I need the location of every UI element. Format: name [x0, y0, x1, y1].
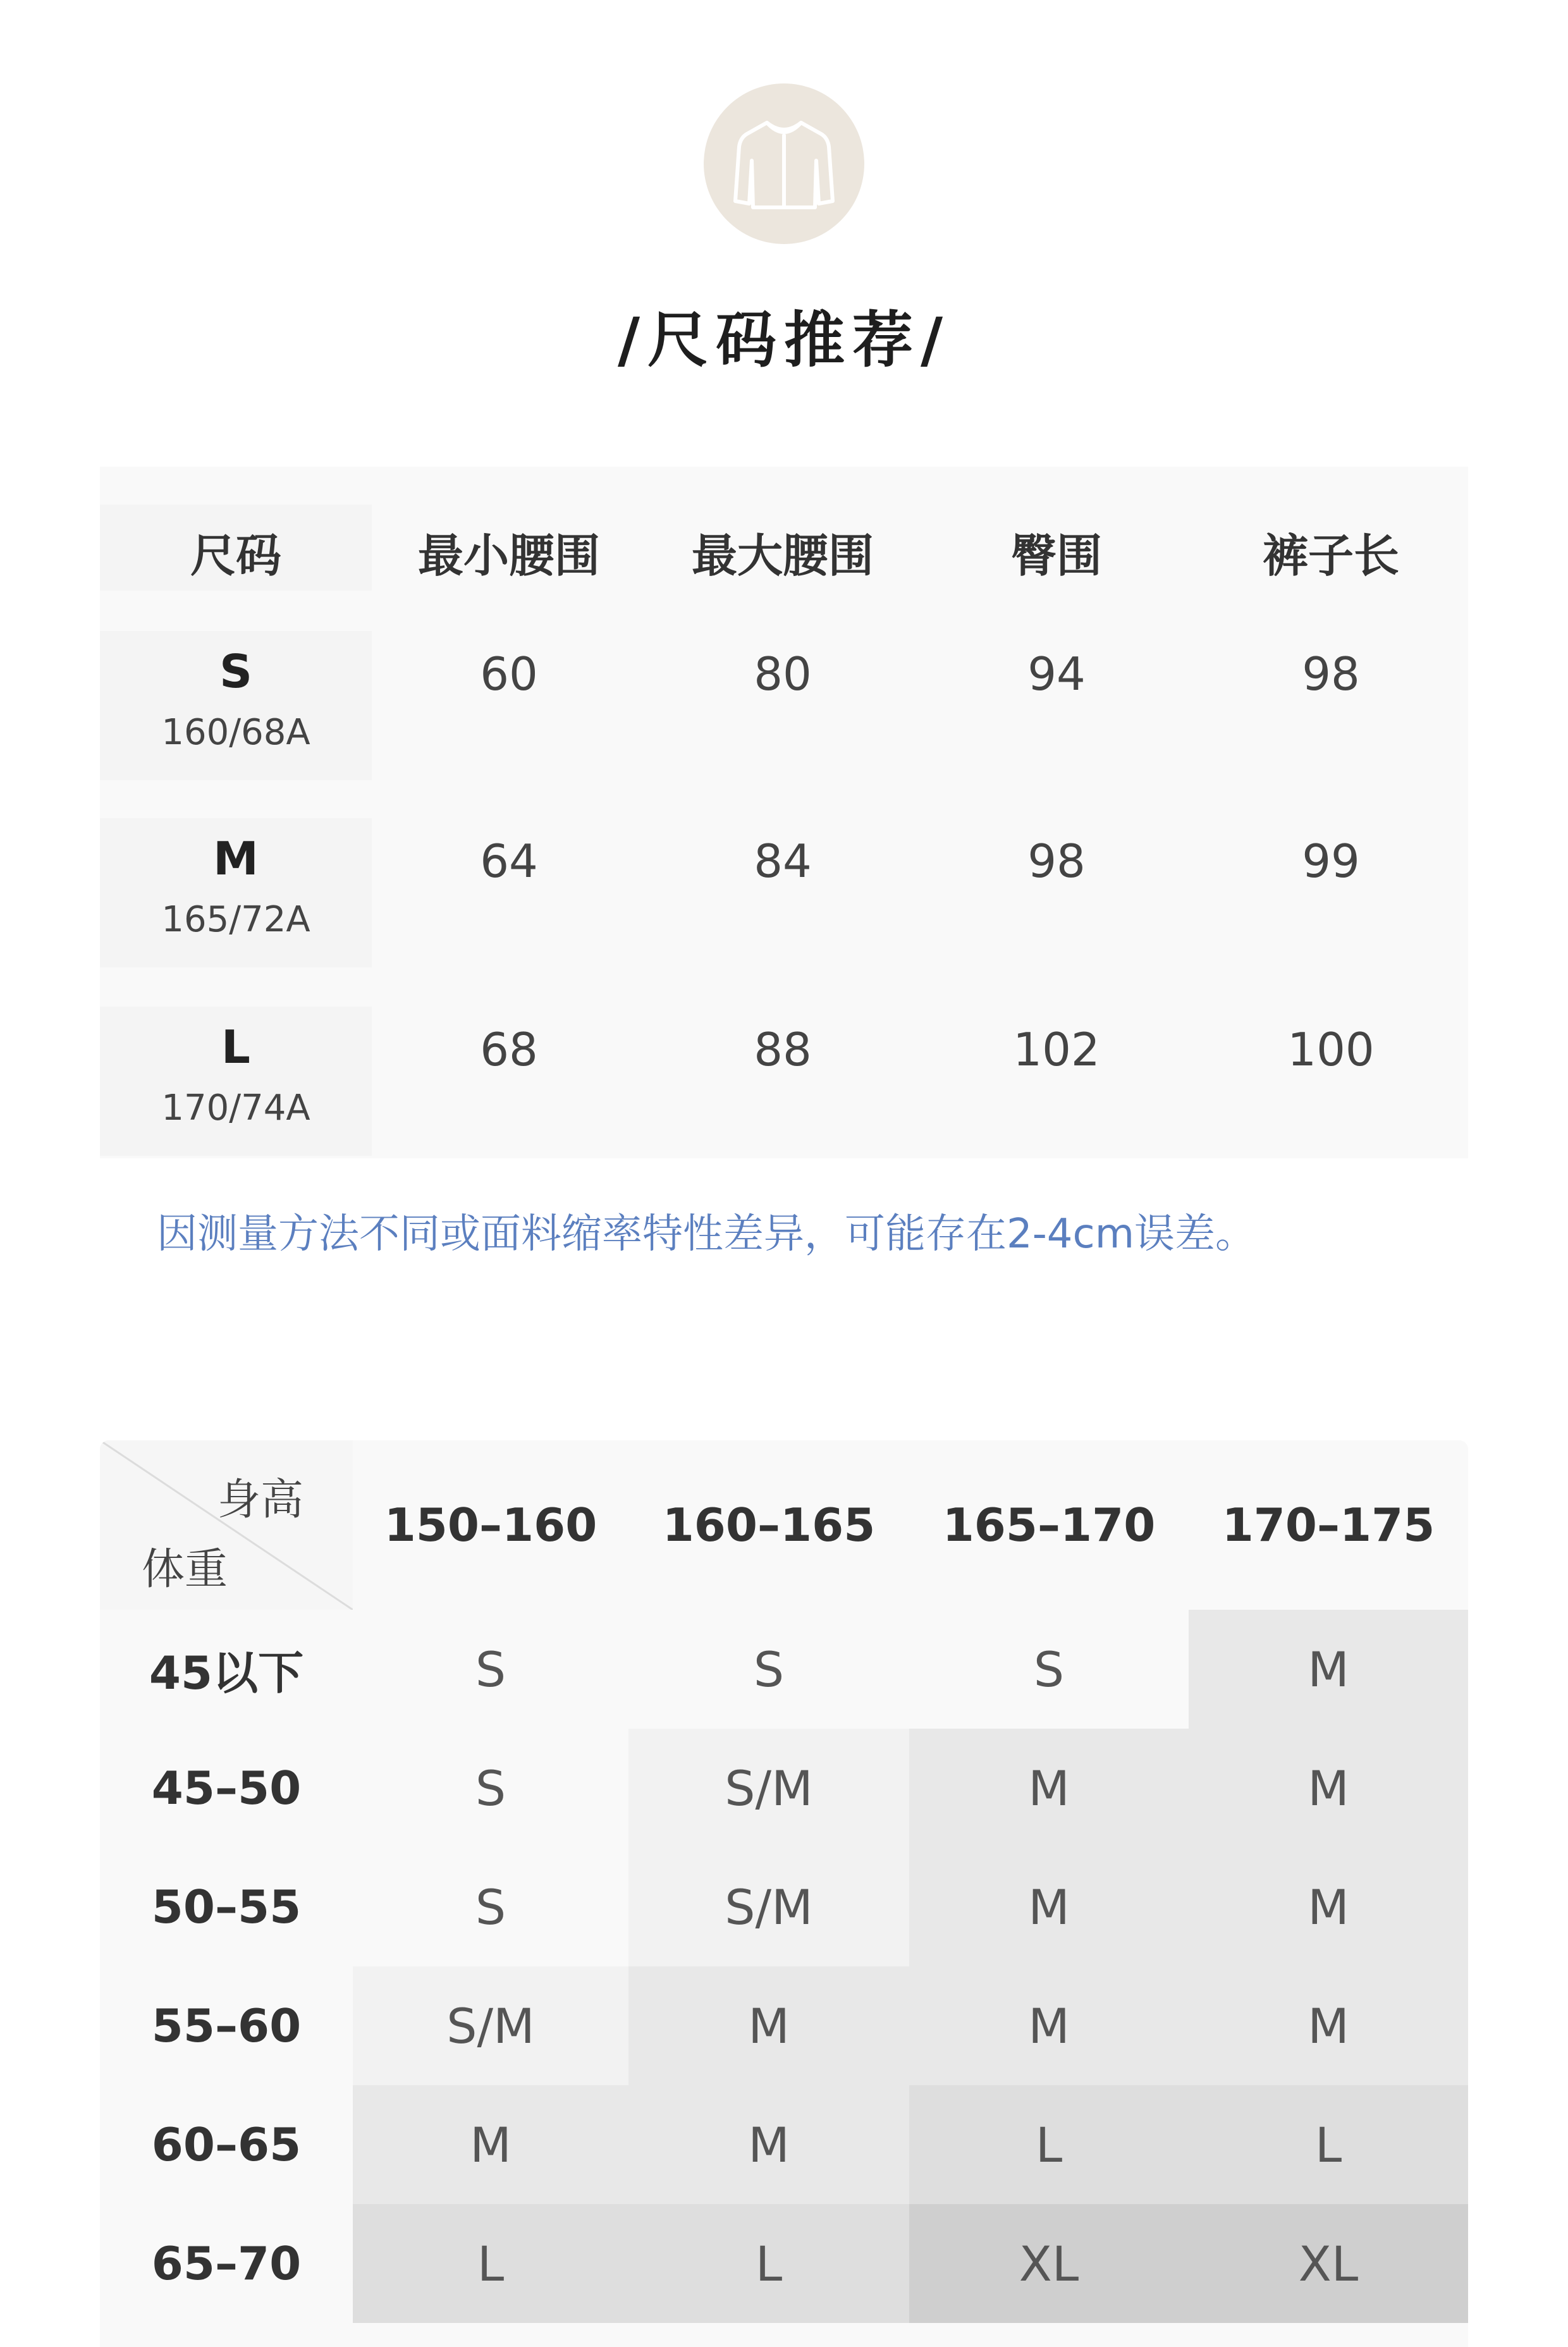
recommended-size-cell: S — [909, 1610, 1189, 1729]
recommended-size-cell: M — [1189, 1848, 1468, 1966]
size-table-cell: 88 — [754, 1023, 812, 1076]
recommended-size-cell: L — [628, 2204, 909, 2323]
recommended-size-cell: XL — [1189, 2204, 1468, 2323]
size-table-header: 尺码 — [190, 529, 281, 582]
recommended-size-cell: M — [628, 2085, 909, 2204]
recommended-size-cell: M — [909, 1848, 1189, 1966]
size-table-cell: 102 — [1013, 1023, 1100, 1076]
recommended-size-cell: XL — [909, 2204, 1189, 2323]
weight-range-label: 45以下 — [100, 1610, 353, 1729]
size-table-header: 最大腰围 — [691, 529, 874, 582]
recommended-size-cell: M — [628, 1966, 909, 2085]
size-table-header: 裤子长 — [1262, 529, 1399, 582]
table-corner-header — [100, 1440, 353, 1610]
recommended-size-cell: M — [1189, 1729, 1468, 1848]
size-spec: 170/74A — [161, 1088, 310, 1129]
recommended-size-cell: S/M — [353, 1966, 628, 2085]
measurement-note: 因测量方法不同或面料缩率特性差异，可能存在2-4cm误差。 — [157, 1211, 1256, 1258]
recommended-size-cell: M — [909, 1729, 1189, 1848]
height-range-header: 170–175 — [1222, 1498, 1435, 1552]
size-table-cell: 60 — [480, 647, 538, 701]
section-title: /尺码推荐/ — [617, 305, 951, 376]
size-name: M — [213, 832, 259, 885]
recommended-size-cell: M — [1189, 1966, 1468, 2085]
size-table-cell: 100 — [1287, 1023, 1375, 1076]
size-table-header: 臀围 — [1010, 529, 1102, 582]
recommended-size-cell: S — [353, 1610, 628, 1729]
recommended-size-cell: L — [909, 2085, 1189, 2204]
recommended-size-cell: M — [1189, 1610, 1468, 1729]
recommended-size-cell: S — [628, 1610, 909, 1729]
size-table-header: 最小腰围 — [417, 529, 600, 582]
size-table-cell: 80 — [754, 647, 812, 701]
size-table-cell: 98 — [1027, 835, 1086, 888]
recommended-size-cell: L — [1189, 2085, 1468, 2204]
recommended-size-cell: M — [909, 1966, 1189, 2085]
size-name: S — [219, 645, 252, 698]
recommended-size-cell: M — [353, 2085, 628, 2204]
weight-range-label: 65–70 — [100, 2204, 353, 2323]
height-range-header: 160–165 — [662, 1498, 876, 1552]
recommended-size-cell: S — [353, 1848, 628, 1966]
size-table-cell: 68 — [480, 1023, 538, 1076]
size-spec: 165/72A — [161, 899, 310, 940]
size-table-cell: 98 — [1302, 647, 1360, 701]
size-table-cell: 94 — [1027, 647, 1086, 701]
size-name: L — [221, 1020, 250, 1074]
size-table-cell: 64 — [480, 835, 538, 888]
size-table-cell: 84 — [754, 835, 812, 888]
height-axis-label: 身高 — [217, 1475, 303, 1525]
recommended-size-cell: S — [353, 1729, 628, 1848]
size-table — [100, 467, 1468, 1158]
size-table-cell: 99 — [1302, 835, 1360, 888]
weight-range-label: 60–65 — [100, 2085, 353, 2204]
weight-range-label: 45–50 — [100, 1729, 353, 1848]
recommended-size-cell: L — [353, 2204, 628, 2323]
weight-axis-label: 体重 — [142, 1545, 228, 1595]
weight-range-label: 50–55 — [100, 1848, 353, 1966]
recommended-size-cell: S/M — [628, 1729, 909, 1848]
jacket-icon — [704, 83, 864, 244]
weight-range-label: 55–60 — [100, 1966, 353, 2085]
height-range-header: 165–170 — [942, 1498, 1156, 1552]
height-range-header: 150–160 — [384, 1498, 597, 1552]
size-recommendation-table — [100, 1440, 1468, 2347]
size-spec: 160/68A — [161, 712, 310, 753]
recommended-size-cell: S/M — [628, 1848, 909, 1966]
